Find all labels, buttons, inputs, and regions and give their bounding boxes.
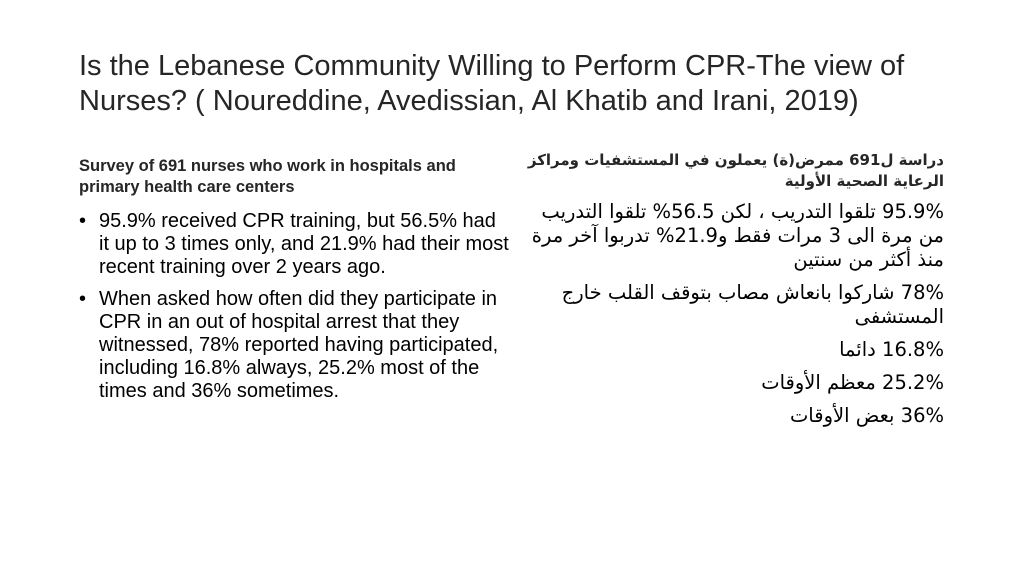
bullet-icon: • [79,288,87,310]
english-bullet-list [79,210,509,403]
arabic-item: 78% شاركوا بانعاش مصاب بتوقف القلب خارج المستشفى [561,281,944,328]
bullet-item [79,210,509,279]
bullet-text: 95.9% received CPR training, but 56.5% had it up to 3 times only, and 21.9% had their most recent training over 2 years ago. [99,210,509,278]
arabic-heading: دراسة ل691 ممرض(ة) يعملون في المستشفيات ومراكز الرعاية الصحية الأولية [527,151,944,190]
english-subheading: Survey of 691 nurses who work in hospitals and primary health care centers [79,157,456,196]
arabic-item: 95.9% تلقوا التدريب ، لكن 56.5% تلقوا التدريب من مرة الى 3 مرات فقط و21.9% تدربوا آخر مرة منذ أكثر من سنتين [531,200,944,271]
arabic-item: 25.2% معظم الأوقات [761,371,944,394]
arabic-item: 16.8% دائما [839,338,944,361]
arabic-content [520,150,944,437]
bullet-item [79,288,509,403]
bullet-icon: • [79,210,87,232]
bullet-text: When asked how often did they participate in CPR in an out of hospital arrest that they witnessed, 78% reported having participated, including 16.8% always, 25.2% most of the times and 36% sometimes. [99,288,499,402]
slide-title: Is the Lebanese Community Willing to Perform CPR-The view of Nurses? ( Noureddine, Avedissian, Al Khatib and Irani, 2019) [79,50,905,117]
arabic-item: 36% بعض الأوقات [789,404,944,427]
english-content [79,156,509,412]
